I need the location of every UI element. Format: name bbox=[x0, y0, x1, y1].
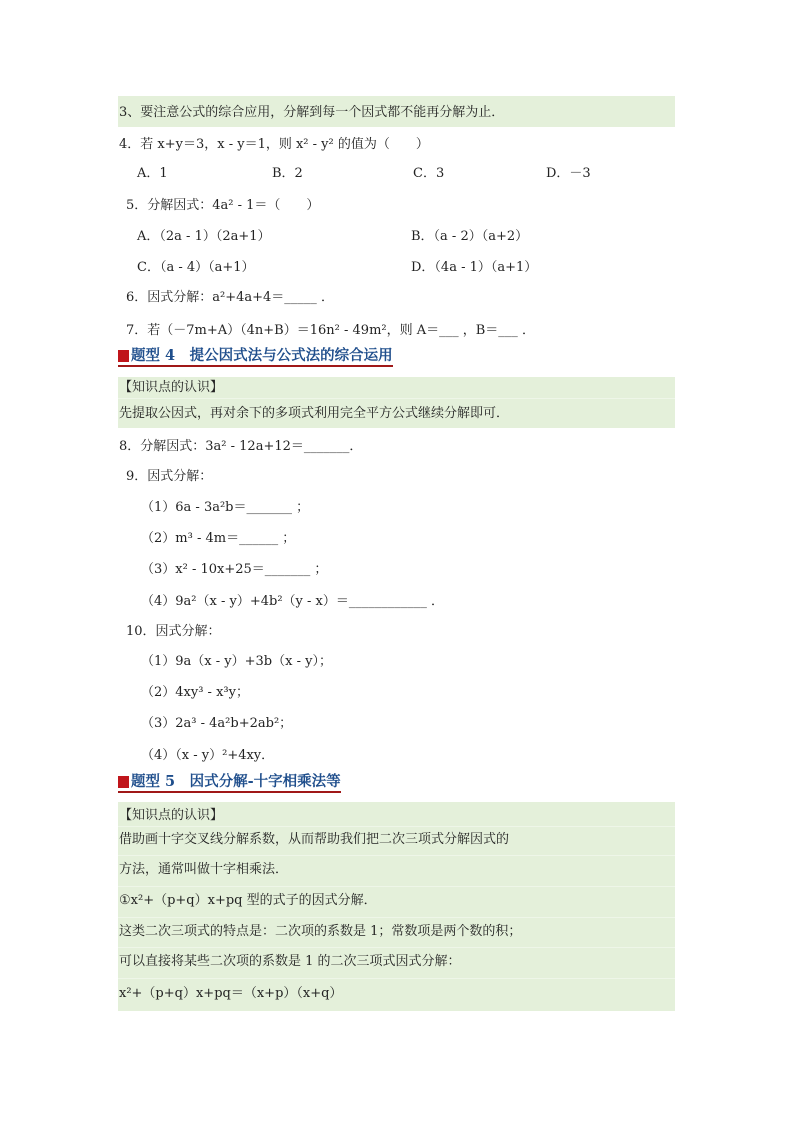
divider bbox=[118, 947, 675, 948]
section-5-heading bbox=[118, 773, 341, 793]
q4-option-b: B．2 bbox=[272, 166, 303, 181]
kp-line-2: 方法，通常叫做十字相乘法． bbox=[119, 862, 289, 877]
q5-option-a: A．（2a - 1）（2a+1） bbox=[137, 229, 271, 244]
section-4-heading bbox=[118, 347, 393, 367]
question-7: 7．若（－7m+A）（4n+B）＝16n² - 49m²，则 A＝___ ，B＝___ ． bbox=[126, 323, 535, 338]
divider bbox=[118, 398, 675, 399]
q4-option-d: D．－3 bbox=[546, 166, 591, 181]
q10-item-1: （1）9a（x - y）+3b（x - y）； bbox=[141, 654, 332, 669]
q9-item-3: （3）x² - 10x+25＝_______ ； bbox=[141, 562, 328, 577]
divider bbox=[118, 855, 675, 856]
question-5: 5．分解因式：4a² - 1＝（ ） bbox=[126, 198, 320, 213]
kp-label-4: 【知识点的认识】 bbox=[119, 380, 224, 395]
q4-option-c: C．3 bbox=[413, 166, 445, 181]
kp-line-5: 可以直接将某些二次项的系数是 1 的二次三项式因式分解： bbox=[119, 954, 461, 969]
kp-label-5: 【知识点的认识】 bbox=[119, 808, 224, 823]
divider bbox=[118, 978, 675, 979]
red-square-icon bbox=[118, 776, 129, 788]
q4-option-a: A．1 bbox=[137, 166, 168, 181]
question-9: 9．因式分解： bbox=[126, 469, 213, 484]
q9-item-2: （2）m³ - 4m＝______ ； bbox=[141, 531, 296, 546]
section-5-title: 题型 5 因式分解-十字相乘法等 bbox=[131, 773, 341, 790]
kp-text-4: 先提取公因式，再对余下的多项式利用完全平方公式继续分解即可． bbox=[119, 406, 510, 421]
kp-line-4: 这类二次三项式的特点是：二次项的系数是 1；常数项是两个数的积； bbox=[119, 924, 522, 939]
q5-option-b: B．（a - 2）（a+2） bbox=[411, 229, 529, 244]
kp-line-1: 借助画十字交叉线分解系数，从而帮助我们把二次三项式分解因式的 bbox=[119, 832, 510, 847]
question-4: 4．若 x+y＝3，x - y＝1，则 x² - y² 的值为（ ） bbox=[119, 137, 429, 152]
question-6: 6．因式分解：a²+4a+4＝_____ ． bbox=[126, 290, 334, 305]
q5-option-c: C．（a - 4）（a+1） bbox=[137, 260, 255, 275]
question-10: 10．因式分解： bbox=[126, 624, 221, 639]
divider bbox=[118, 826, 675, 827]
divider bbox=[118, 886, 675, 887]
q10-item-4: （4）（x - y）²+4xy． bbox=[141, 748, 275, 763]
q10-item-3: （3）2a³ - 4a²b+2ab²； bbox=[141, 716, 293, 731]
kp-line-3: ①x²+（p+q）x+pq 型的式子的因式分解． bbox=[119, 893, 377, 908]
q5-option-d: D．（4a - 1）（a+1） bbox=[411, 260, 538, 275]
divider bbox=[118, 917, 675, 918]
question-8: 8．分解因式：3a² - 12a+12＝_______． bbox=[119, 439, 363, 454]
q9-item-1: （1）6a - 3a²b＝_______ ； bbox=[141, 500, 310, 515]
q10-item-2: （2）4xy³ - x³y； bbox=[141, 685, 249, 700]
note-3: 3、要注意公式的综合应用，分解到每一个因式都不能再分解为止． bbox=[119, 105, 505, 120]
kp-line-6: x²+（p+q）x+pq＝（x+p）（x+q） bbox=[119, 986, 343, 1001]
red-square-icon bbox=[118, 350, 129, 362]
q9-item-4: （4）9a²（x - y）+4b²（y - x）＝____________ ． bbox=[141, 594, 444, 609]
section-4-title: 题型 4 提公因式法与公式法的综合运用 bbox=[131, 347, 393, 364]
